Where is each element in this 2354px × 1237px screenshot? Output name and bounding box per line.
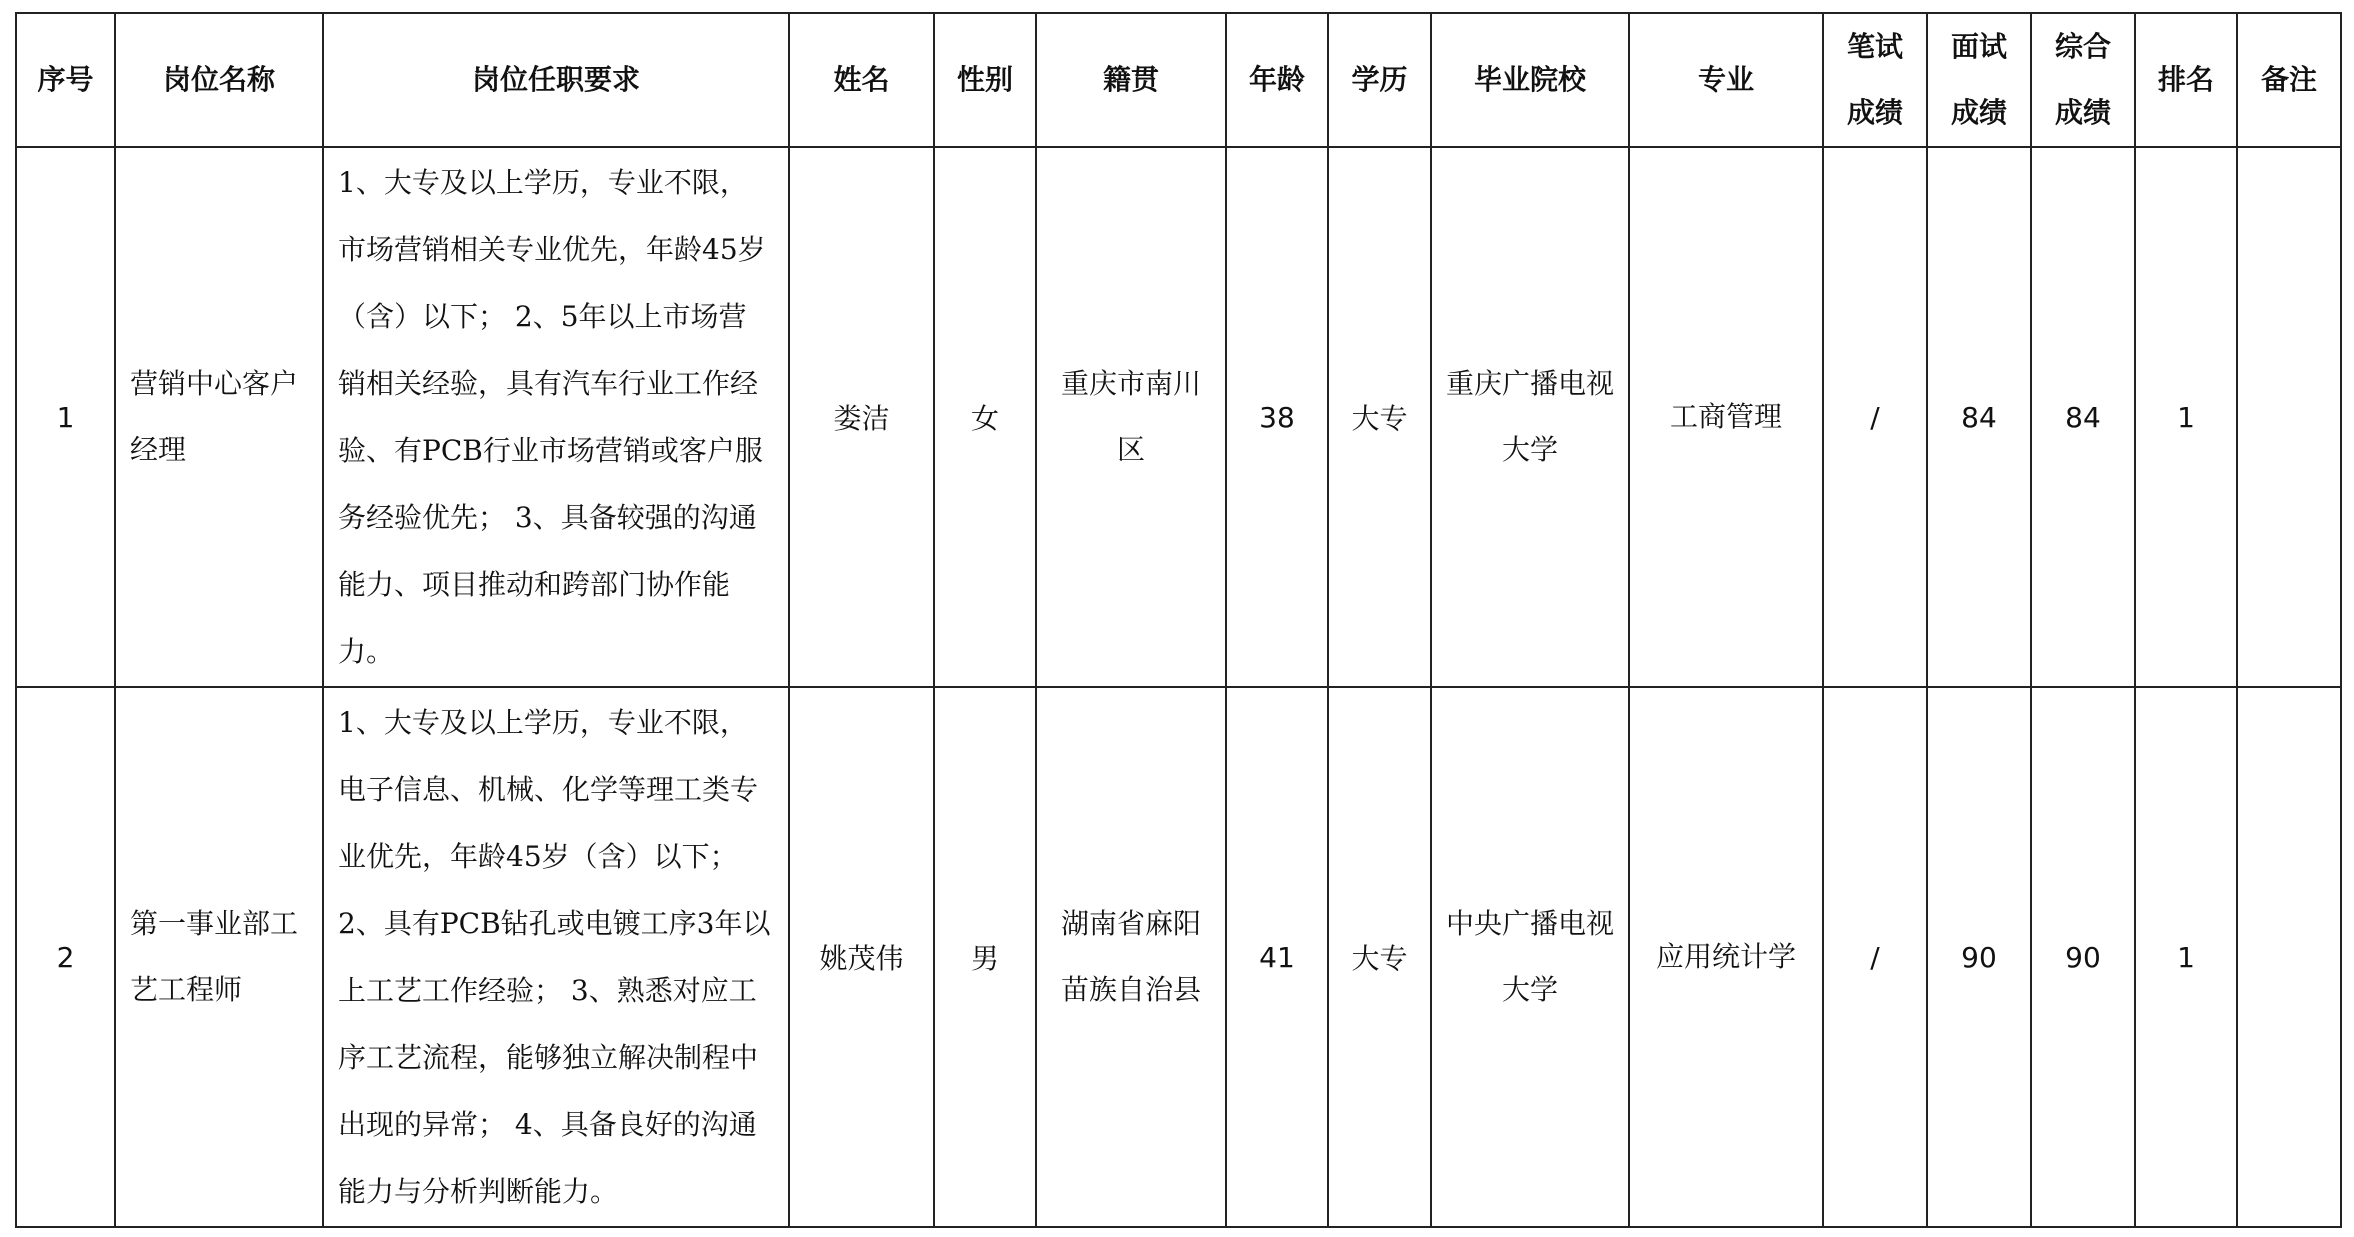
header-school: 毕业院校 (1431, 13, 1629, 147)
cell-education: 大专 (1328, 687, 1431, 1227)
header-written: 笔试成绩 (1823, 13, 1927, 147)
cell-interview: 84 (1927, 147, 2031, 687)
cell-requirements: 1、大专及以上学历，专业不限，电子信息、机械、化学等理工类专业优先，年龄45岁（含）以下； 2、具有PCB钻孔或电镀工序3年以上工艺工作经验； 3、熟悉对应工序工艺流程，能够独立解决制程中出现的异常； 4、具备良好的沟通能力与分析判断能力。 (323, 687, 789, 1227)
cell-rank: 1 (2135, 147, 2237, 687)
cell-school: 中央广播电视大学 (1431, 687, 1629, 1227)
cell-written: / (1823, 687, 1927, 1227)
header-seq: 序号 (16, 13, 115, 147)
cell-age: 41 (1226, 687, 1328, 1227)
cell-requirements: 1、大专及以上学历，专业不限，市场营销相关专业优先，年龄45岁（含）以下； 2、5年以上市场营销相关经验，具有汽车行业工作经验、有PCB行业市场营销或客户服务经验优先； 3、具备较强的沟通能力、项目推动和跨部门协作能力。 (323, 147, 789, 687)
cell-interview: 90 (1927, 687, 2031, 1227)
header-total: 综合成绩 (2031, 13, 2135, 147)
header-row (16, 13, 2341, 147)
cell-major: 工商管理 (1629, 147, 1823, 687)
cell-remark (2237, 147, 2341, 687)
results-table (15, 12, 2342, 1228)
cell-position: 营销中心客户经理 (115, 147, 323, 687)
cell-origin: 湖南省麻阳苗族自治县 (1036, 687, 1226, 1227)
cell-total: 90 (2031, 687, 2135, 1227)
header-major: 专业 (1629, 13, 1823, 147)
cell-name: 姚茂伟 (789, 687, 934, 1227)
header-interview: 面试成绩 (1927, 13, 2031, 147)
cell-rank: 1 (2135, 687, 2237, 1227)
cell-total: 84 (2031, 147, 2135, 687)
cell-gender: 女 (934, 147, 1036, 687)
header-gender: 性别 (934, 13, 1036, 147)
header-origin: 籍贯 (1036, 13, 1226, 147)
cell-major: 应用统计学 (1629, 687, 1823, 1227)
header-position: 岗位名称 (115, 13, 323, 147)
header-requirements: 岗位任职要求 (323, 13, 789, 147)
header-name: 姓名 (789, 13, 934, 147)
table-row (16, 147, 2341, 687)
cell-position: 第一事业部工艺工程师 (115, 687, 323, 1227)
header-rank: 排名 (2135, 13, 2237, 147)
cell-seq: 2 (16, 687, 115, 1227)
cell-name: 娄洁 (789, 147, 934, 687)
cell-school: 重庆广播电视大学 (1431, 147, 1629, 687)
table-row (16, 687, 2341, 1227)
header-education: 学历 (1328, 13, 1431, 147)
header-age: 年龄 (1226, 13, 1328, 147)
cell-gender: 男 (934, 687, 1036, 1227)
cell-origin: 重庆市南川区 (1036, 147, 1226, 687)
cell-education: 大专 (1328, 147, 1431, 687)
cell-age: 38 (1226, 147, 1328, 687)
cell-remark (2237, 687, 2341, 1227)
cell-written: / (1823, 147, 1927, 687)
cell-seq: 1 (16, 147, 115, 687)
header-remark: 备注 (2237, 13, 2341, 147)
